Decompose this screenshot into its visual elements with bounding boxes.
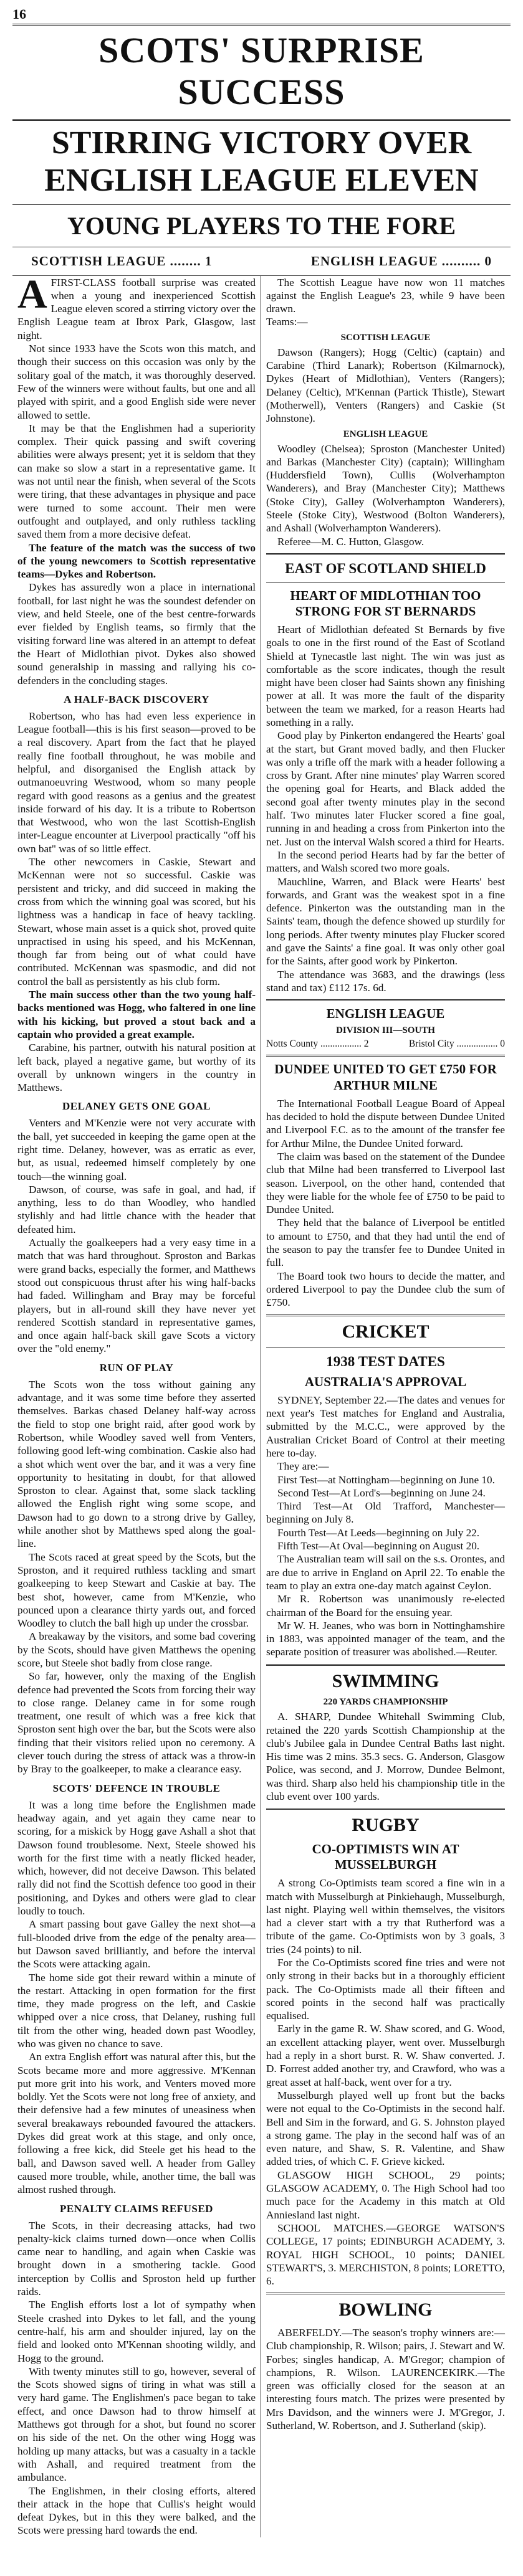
section-heading: ENGLISH LEAGUE	[326, 1006, 445, 1022]
body-paragraph: Carabine, his partner, outwith his natural position at left back, played a negative game, but worthy of its overall by unknown wingers in the country in Matthews.	[17, 1042, 256, 1094]
section-heading: EAST OF SCOTLAND SHIELD	[285, 560, 486, 576]
body-paragraph: They are:—	[277, 1460, 329, 1473]
body-paragraph: A. SHARP, Dundee Whitehall Swimming Club, retained the 220 yards Scottish Championship at the club's Jubilee gala in Dundee Central Baths last night. His time was 2 mins. 35.3 secs. G. Anderson, Glasgow Police, was second, and J. Morrow, Dundee Belmont, was third. Sharp also held his championship title in the club event over 100 yards.	[266, 1711, 505, 1803]
body-paragraph: SYDNEY, September 22.—The dates and venues for next year's Test matches for England and Australia, submitted by the M.C.C., were approved by the Australian Cricket Board of Control at their meeting here to-day.	[266, 1394, 505, 1459]
home-team-score: Notts County ................. 2	[266, 1038, 369, 1050]
rule	[266, 1664, 505, 1666]
rule	[266, 1347, 505, 1348]
drop-cap: A	[17, 271, 47, 317]
top-rule	[12, 24, 511, 26]
body-paragraph: Second Test—At Lord's—beginning on June 24.	[277, 1486, 486, 1499]
section-subhead: PENALTY CLAIMS REFUSED	[60, 2202, 213, 2215]
left-column	[12, 271, 261, 2537]
rule	[12, 204, 511, 205]
body-paragraph: Good play by Pinkerton endangered the Hearts' goal at the start, but Grant moved badly, and then Flucker was only a trifle off the mark with a header following a cross by Grant. After nine minutes' play Warren scored the opening goal for Hearts, and Black added the second goal after twenty minutes play in the second half. Two minutes later Flucker scored a fine goal, running in and heading a cross from Pinkerton into the net. Just on the interval Walsh scored a third for Hearts.	[266, 730, 505, 848]
body-paragraph: The Scots, in their decreasing attacks, had two penalty-kick claims turned down—once when Collis came near to handling, and again when Caskie was brought down in a smothering tackle. Good interception by Collis and Sproston held up further raids.	[17, 2219, 256, 2298]
body-paragraph: A breakaway by the visitors, and some bad covering by the Scots, should have given Matthews the opening score, but Steele shot badly from close range.	[17, 1630, 256, 1669]
result-scottish: SCOTTISH LEAGUE ........ 1	[31, 253, 213, 269]
article-heading: DUNDEE UNITED TO GET £750 FOR ARTHUR MILNE	[274, 1062, 497, 1093]
team-label-scottish: SCOTTISH LEAGUE	[340, 332, 431, 343]
section-heading: CRICKET	[342, 1321, 429, 1342]
body-paragraph: GLASGOW HIGH SCHOOL, 29 points; GLASGOW ACADEMY, 0. The High School had too much pace for the Academy in this match at Old Anniesland last night.	[266, 2169, 505, 2221]
body-paragraph: The Board took two hours to decide the matter, and ordered Liverpool to pay the Dundee club the sum of £750.	[266, 1270, 505, 1309]
body-paragraph: Mr W. H. Jeanes, who was born in Nottinghamshire in 1883, was appointed manager of the team, and the separate position of treasurer was abolished.—Reuter.	[266, 1619, 505, 1658]
body-paragraph: ABERFELDY.—The season's trophy winners are:—Club championship, R. Wilson; pairs, J. Stewart and W. Forbes; singles handicap, A. M'Gregor; champion of champions, R. Wilson. LAURENCEKIRK.—The green was officially closed for the season at an interesting fours match. The prizes were presented by Mrs Davidson, and the winners were J. M'Gregor, J. Sutherland, W. Robertson, and J. Sutherland (skip).	[266, 2326, 505, 2431]
body-paragraph: For the Co-Optimists scored fine tries and were not only strong in their backs but in a thoroughly efficient pack. The Co-Optimists made all their fifteen and scored points in the second half was practically equalised.	[266, 1956, 505, 2022]
body-paragraph: It was a long time before the Englishmen made headway again, and yet again they came near to scoring, for a miskick by Hogg gave Ashall a shot that Dawson found troublesome. Next, Steele showed his worth for the first time with a neatly flicked header, which, however, did not deceive Dawson. This belated rally did not find the Scottish defence too good in their positioning, and Dykes and others were glad to clear loudly to touch.	[17, 1799, 256, 1918]
rule	[266, 999, 505, 1001]
body-paragraph: Not since 1933 have the Scots won this match, and though their success on this occasion was only by the solitary goal of the match, it was thoroughly deserved. Few of the winners were without faults, but one and all played with spirit, and a good English side were never allowed to settle.	[17, 343, 256, 421]
body-paragraph: The home side got their reward within a minute of the restart. Attacking in open formation for the first time, they made progress on the left, and Caskie whipped over a nice cross, that Delaney, rushing full tilt from the other wing, headed down past Woodley, who was given no chance to save.	[17, 1971, 256, 2050]
body-paragraph: The claim was based on the statement of the Dundee club that Milne had been transferred to Liverpool last season. Liverpool, on the other hand, contended that they were liable for the whole fee of £750 to be paid to Dundee United.	[266, 1150, 505, 1216]
page-number: 16	[12, 6, 26, 22]
headline: SCOTS' SURPRISE SUCCESS	[98, 30, 425, 112]
article-heading: 220 YARDS CHAMPIONSHIP	[323, 1697, 448, 1708]
body-paragraph: Third Test—At Old Trafford, Manchester—beginning on July 8.	[266, 1500, 505, 1526]
body-paragraph: Fifth Test—At Oval—beginning on August 20.	[277, 1540, 480, 1552]
section-subhead: RUN OF PLAY	[99, 1361, 174, 1374]
body-paragraph: A smart passing bout gave Galley the next shot—a full-blooded drive from the edge of the penalty area—but Dawson saved brilliantly, and before the interval the Scots were attacking again.	[17, 1918, 256, 1970]
body-paragraph: The Scots raced at great speed by the Scots, but the Sproston, and it required ruthless tackling and smart goalkeeping to keep Stewart and Caskie at bay. The best shot, however, came from M'Kenzie, who pounced upon a clearance thirty yards out, and forced Woodley to clutch the ball high up under the crossbar.	[17, 1551, 256, 1630]
section-heading: SWIMMING	[332, 1670, 439, 1691]
team-label-english: ENGLISH LEAGUE	[343, 429, 428, 439]
body-paragraph: Early in the game R. W. Shaw scored, and G. Wood, an excellent attacking player, went over. Musselburgh had a reply in a short burst. R. W. Shaw converted. J. D. Forrest added another try, and Crawford, who was a great asset at half-back, went over for a try.	[266, 2023, 505, 2088]
team-list-scottish: Dawson (Rangers); Hogg (Celtic) (captain) and Carabine (Third Lanark); Robertson (Kilmarnock), Dykes (Heart of Midlothian), Venters (Rangers); Delaney (Celtic), M'Kennan (Partick Thistle), Stewart (Motherwell), Venters (Rangers) and Caskie (St Johnstone).	[266, 346, 505, 425]
rule	[12, 119, 511, 121]
body-paragraph: A strong Co-Optimists team scored a fine win in a match with Musselburgh at Pinkiehaugh, Musselburgh, last night. Playing well within themselves, the visitors had a clever start with a try that Rutherford was a tribute of the game. Co-Optimists won by 3 goals, 3 tries (24 points) to nil.	[266, 1877, 505, 1956]
rule	[266, 582, 505, 583]
teams-label: Teams:—	[266, 316, 308, 328]
section-subhead: A HALF-BACK DISCOVERY	[64, 693, 209, 705]
body-paragraph: The English efforts lost a lot of sympathy when Steele crashed into Dykes to let fall, and the young centre-half, his arm and shoulder injured, lay on the field and looked onto M'Kennan shooting wildly, and Hogg to the ground.	[17, 2299, 256, 2364]
newspaper-page	[12, 6, 511, 2564]
body-paragraph: Mauchline, Warren, and Black were Hearts' best forwards, and Grant was the weakest spot in a fine defence. Pinkerton was the outstanding man in the Saints' team, though the defence showed up sturdily for long periods. After twenty minutes play Flucker scored and gave the Saints' a fine goal. It was only other goal for the Saints, after good work by Pinkerton.	[266, 875, 505, 967]
body-paragraph: Musselburgh played well up front but the backs were not equal to the Co-Optimists in the second half. Bell and Sim in the forward, and G. S. Johnston played a strong game. The play in the second half was of an even nature, and Shaw, S. R. Valentine, and Shaw added tries, of which C. F. Grieve kicked.	[266, 2089, 505, 2168]
referee: Referee—M. C. Hutton, Glasgow.	[277, 535, 425, 548]
rule	[266, 1808, 505, 1810]
article-columns	[12, 271, 511, 2537]
body-paragraph: Mr R. Robertson was unanimously re-elected chairman of the Board for the ensuing year.	[266, 1593, 505, 1618]
body-paragraph: Heart of Midlothian defeated St Bernards by five goals to one in the first round of the East of Scotland Shield at Tynecastle last night. The win was just as comfortable as the score indicates, though the result might have been closer had Saints shown any finishing power at all. It was more the fault of the disparity between the team we marked, for a reason Hearts had something in a rally.	[266, 623, 505, 728]
subheadline: STIRRING VICTORY OVER ENGLISH LEAGUE ELEVEN	[44, 125, 479, 198]
section-heading: RUGBY	[352, 1815, 420, 1836]
lead-paragraph	[17, 271, 256, 342]
body-paragraph: SCHOOL MATCHES.—GEORGE WATSON'S COLLEGE, 17 points; EDINBURGH ACADEMY, 3. ROYAL HIGH SCHOOL, 10 points; DANIEL STEWART'S, 3. MERCHISTON, 8 points; LORETTO, 6.	[266, 2222, 505, 2288]
body-paragraph: The feature of the match was the success of two of the young newcomers to Scottish representative teams—Dykes and Robertson.	[17, 541, 256, 581]
body-paragraph: In the second period Hearts had by far the better of matters, and Walsh scored two more goals.	[266, 848, 505, 875]
body-paragraph: An extra English effort was natural after this, but the Scots became more and more aggressive. M'Kennan put more grit into his work, and Venters moved more boldly. Yet the Scots were not long free of anxiety, and their defensive had a few minutes of uneasiness when several breakaways rebounded favoured the attackers. Dykes did great work at this stage, and only once, following a free kick, did Steele get his head to the ball, and Dawson saved well. A header from Galley caused more trouble, while, another time, the ball was almost rushed through.	[17, 2051, 256, 2196]
article-heading: HEART OF MIDLOTHIAN TOO STRONG FOR ST BERNARDS	[290, 587, 481, 619]
body-paragraph: Dawson, of course, was safe in goal, and had, if anything, less to do than Woodley, who handled stylishly and had little chance with the header that defeated him.	[17, 1183, 256, 1235]
team-list-english: Woodley (Chelsea); Sproston (Manchester United) and Barkas (Manchester City) (captain); Willingham (Huddersfield Town), Cullis (Wolverhampton Wanderers), and Bray (Manchester City); Matthews (Stoke City), Galley (Wolverhampton Wanderers), Steele (Stoke City), Westwood (Bolton Wanderers), and Ashall (Wolverhampton Wanderers).	[266, 442, 505, 535]
section-heading: BOWLING	[338, 2299, 433, 2321]
lead-text: FIRST-CLASS football surprise was created when a young and inexperienced Scottish League eleven scored a stirring victory over the English League team at Ibrox Park, Glasgow, last night.	[17, 276, 256, 341]
section-subhead: DELANEY GETS ONE GOAL	[62, 1100, 211, 1113]
score-line	[266, 1038, 505, 1050]
article-subheading: AUSTRALIA'S APPROVAL	[304, 1374, 467, 1389]
match-result	[12, 247, 511, 275]
subheadline-2: YOUNG PLAYERS TO THE FORE	[67, 211, 456, 240]
body-paragraph: Dykes has assuredly won a place in international football, for last night he was the soundest defender on view, and held Steele, one of the best centre-forwards ever fielded by English teams, so firmly that the visiting forward line was altered in an attempt to defeat the Heart of Midlothian pivot. Dykes also showed sound generalship in massing and rallying his co-defenders in the concluding stages.	[17, 581, 256, 687]
body-paragraph: The Scots won the toss without gaining any advantage, and it was some time before they asserted themselves. Barkas chased Delaney half-way across the field to stop one bright raid, after good work by Robertson, while Woodley saved well from Venters, following good left-wing combination. Caskie also had a shot which went over the bar, and it was a very fine opportunity to hesitating in doubt, for that allowed Sproston to clear. Against that, some slack tackling allowed the English right wing some scope, and Dawson had to go down to a strong drive by Galley, while another shot by Matthews sped along the goal-line.	[17, 1378, 256, 1550]
body-paragraph: Fourth Test—At Leeds—beginning on July 22.	[277, 1526, 480, 1539]
body-paragraph: Venters and M'Kenzie were not very accurate with the ball, yet succeeded in keeping the game open at the right time. Delaney, however, was as erratic as ever, but, as usual, redeemed himself completely by one touch—the winning goal.	[17, 1117, 256, 1182]
body-paragraph: They held that the balance of Liverpool be entitled to amount to £750, and that they had until the end of the season to pay the transfer fee to Dundee United in full.	[266, 1217, 505, 1269]
body-paragraph: The other newcomers in Caskie, Stewart and McKennan were not so successful. Caskie was persistent and tricky, and did succeed in making the cross from which the winning goal was scored, but his lightness was a handicap in face of heavy tackling. Stewart, whose main asset is a quick shot, proved quite unpractised in using his speed, and his McKennan, though far from being out of what could have contributed. McKennan was spasmodic, and did not control the ball as persistently as his club form.	[17, 856, 256, 987]
body-paragraph: The main success other than the two young half-backs mentioned was Hogg, who faltered in one line with his kicking, but proved a stout back and a captain who provided a great example.	[17, 989, 256, 1040]
body-paragraph: The Scottish League have now won 11 matches against the English League's 23, while 9 have been drawn.	[266, 276, 505, 315]
body-paragraph: Robertson, who has had even less experience in League football—this is his first season—proved to be a real discovery. Apart from the fact that he played really fine football throughout, he was mobile and helpful, and disorganised the English attack by outmanoeuvring Westwood, whom so many people regard with good reasons as a genius and the greatest inside forward of his day. It is a tribute to Robertson that Westwood, who won the last Scottish-English inter-League encounter at Liverpool practically "off his own bat" was of so little effect.	[17, 710, 256, 855]
body-paragraph: The Australian team will sail on the s.s. Orontes, and are due to arrive in England on April 22. To enable the team to play an extra one-day match against Ceylon.	[266, 1553, 505, 1592]
section-subhead: DIVISION III—SOUTH	[336, 1025, 435, 1036]
right-column	[261, 276, 510, 2537]
body-paragraph: First Test—at Nottingham—beginning on June 10.	[277, 1473, 495, 1486]
body-paragraph: It may be that the Englishmen had a superiority complex. Their quick passing and swift covering abilities were always present; yet it is seldom that they can make so slow a start in a representative game. It was not until near the finish, when several of the Scots were tiring, that these advantages in physique and pace were turned to some account. Their men were outfought and outplayed, and only ruthless tackling saved them from a more decisive defeat.	[17, 422, 256, 541]
rule	[266, 1314, 505, 1316]
body-paragraph: The attendance was 3683, and the drawings (less stand and tax) £112 17s. 6d.	[266, 968, 505, 994]
article-heading: 1938 TEST DATES	[326, 1354, 445, 1370]
rule	[266, 2293, 505, 2294]
body-paragraph: So far, however, only the maxing of the English defence had prevented the Scots from forcing their way to close range. Delaney came in for some rough treatment, one result of which was a free kick that Sproston sent high over the bar, but the Scots were also finding that their visitors relied upon no ceremony. A clever touch during the stress of attack was a throw-in by Bray to the goalkeeper, to make a clearance easy.	[17, 1670, 256, 1775]
rule	[266, 553, 505, 555]
section-subhead: SCOTS' DEFENCE IN TROUBLE	[52, 1782, 221, 1794]
result-english: ENGLISH LEAGUE .......... 0	[310, 253, 492, 269]
body-paragraph: The Englishmen, in their closing efforts, altered their attack in the hope that Cullis's height would defeat Dykes, but in this they were balked, and the Scots were pressing hard towards the end.	[17, 2484, 256, 2537]
body-paragraph: Actually the goalkeepers had a very easy time in a match that was hard throughout. Sproston and Barkas were grand backs, especially the former, and Matthews stood out conspicuous thrust after his wing half-backs had faded. Willingham and Bray may be forceful players, but in all-round skill they have never yet rendered Scottish standard in representative games, and once again half-back skill gave Scots a victory over the "old enemy."	[17, 1237, 256, 1355]
body-paragraph: The International Football League Board of Appeal has decided to hold the dispute between Dundee United and Liverpool F.C. as to the amount of the transfer fee for Arthur Milne, the Dundee United forward.	[266, 1097, 505, 1149]
away-team-score: Bristol City ................. 0	[408, 1038, 505, 1050]
rule	[266, 1055, 505, 1057]
body-paragraph: With twenty minutes still to go, however, several of the Scots showed signs of tiring in what was still a very hard game. The Englishmen's pace began to take effect, and once Dawson had to throw himself at Matthews got through for a shot, but found no scorer on his side of the net. On the other wing Hogg was holding up many attacks, but was a casualty in a tackle with Ashall, and required treatment from the ambulance.	[17, 2365, 256, 2484]
article-heading: CO-OPTIMISTS WIN AT MUSSELBURGH	[312, 1841, 459, 1873]
